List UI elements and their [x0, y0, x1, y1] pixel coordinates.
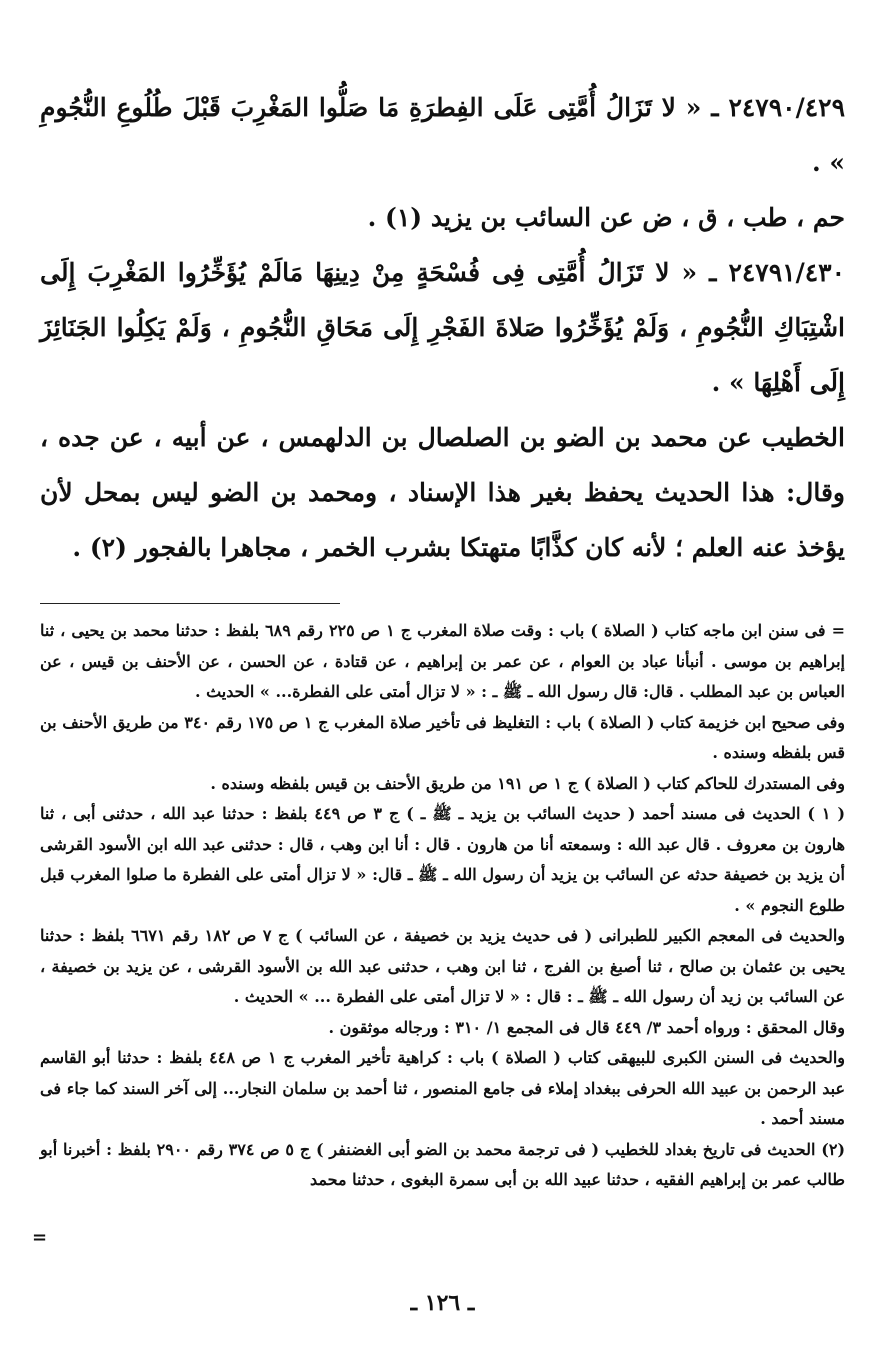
footnote-paragraph: وفى صحيح ابن خزيمة كتاب ( الصلاة ) باب : التغليظ فى تأخير صلاة المغرب ج ١ ص ١٧٥ رقم ٣٤٠ من طريق الأحنف بن قس بلفظه وسنده . [40, 712, 846, 762]
footnote-separator [40, 603, 340, 604]
continuation-mark: = [32, 1227, 48, 1248]
hadith-429: ٢٤٧٩٠/٤٢٩ ـ « لا تَزَالُ أُمَّتِى عَلَى الفِطرَةِ مَا صَلُّوا المَغْرِبَ قَبْلَ طُلُوعِ النُّجُومِ » . [40, 93, 845, 177]
footnotes [40, 616, 845, 1196]
page-number: ـ ١٢٦ ـ [410, 1290, 475, 1316]
hadith-430-source: الخطيب عن محمد بن الضو بن الصلصال بن الدلهمس ، عن أبيه ، عن جده ، وقال: هذا الحديث يحفظ بغير هذا الإسناد ، ومحمد بن الضو ليس بمحل لأن يؤخذ عنه العلم ؛ لأنه كان كذَّابًا متهتكا بشرب الخمر ، مجاهرا بالفجور (٢) . [40, 423, 845, 562]
footnote-paragraph: (٢) الحديث فى تاريخ بغداد للخطيب ( فى ترجمة محمد بن الضو أبى الغضنفر ) ج ٥ ص ٣٧٤ رقم ٢٩٠٠ بلفظ : أخبرنا أبو طالب عمر بن إبراهيم الفقيه ، حدثنا عبيد الله بن أبى سمرة البغوى ، حدثنا محمد [40, 1139, 846, 1189]
hadith-430: ٢٤٧٩١/٤٣٠ ـ « لا تَزَالُ أُمَّتِى فِى فُسْحَةٍ مِنْ دِينِهَا مَالَمْ يُؤَخِّرُوا المَغْرِبَ إِلَى اشْتِبَاكِ النُّجُومِ ، وَلَمْ يُؤَخِّرُوا صَلاةَ الفَجْرِ إِلَى مَحَاقِ النُّجُومِ ، وَلَمْ يَكِلُوا الجَنَائِزَ إِلَى أَهْلِهَا » . [40, 258, 845, 397]
footnote-paragraph: ( ١ ) الحديث فى مسند أحمد ( حديث السائب بن يزيد ـ ﷺ ـ ) ج ٣ ص ٤٤٩ بلفظ : حدثنا عبد الله ، حدثنى أبى ، ثنا هارون بن معروف . قال عبد الله : وسمعته أنا من هارون . قال : أنا ابن وهب ، قال : حدثنى عبد الله ابن الأسود القرشى أن يزيد بن خصيفة حدثه عن السائب بن يزيد أن رسول الله ـ ﷺ ـ قال: « لا تزال أمتى على الفطرة ما صلوا المغرب قبل طلوع النجوم » . [40, 804, 846, 915]
footnote-paragraph: = فى سنن ابن ماجه كتاب ( الصلاة ) باب : وقت صلاة المغرب ج ١ ص ٢٢٥ رقم ٦٨٩ بلفظ : حدثنا محمد بن يحيى ، ثنا إبراهيم بن موسى . أنبأنا عباد بن العوام ، عن عمر بن إبراهيم ، عن قتادة ، عن الحسن ، عن الأحنف بن قيس ، عن العباس بن عبد المطلب . قال: قال رسول الله ـ ﷺ ـ : « لا تزال أمتى على الفطرة... » الحديث . [40, 621, 846, 701]
footnote-paragraph: والحديث فى المعجم الكبير للطبرانى ( فى حديث يزيد بن خصيفة ، عن السائب ) ج ٧ ص ١٨٢ رقم ٦٦٧١ بلفظ : حدثنا يحيى بن عثمان بن صالح ، ثنا أصبغ بن الفرج ، ثنا ابن وهب ، حدثنى عبد الله بن الأسود القرشى ، عن يزيد بن خصيفة ، عن السائب بن زيد أن رسول الله ـ ﷺ ـ : قال : « لا تزال أمتى على الفطرة ... » الحديث . [40, 926, 846, 1006]
hadith-429-source: حم ، طب ، ق ، ض عن السائب بن يزيد (١) . [367, 203, 845, 232]
page-content [40, 80, 845, 1196]
footnote-paragraph: وقال المحقق : ورواه أحمد ٣/ ٤٤٩ قال فى المجمع ١/ ٣١٠ : ورجاله موثقون . [328, 1017, 845, 1037]
footnote-paragraph: والحديث فى السنن الكبرى للبيهقى كتاب ( الصلاة ) باب : كراهية تأخير المغرب ج ١ ص ٤٤٨ بلفظ : حدثنا أبو القاسم عبد الرحمن بن عبيد الله الحرفى ببغداد إملاء فى جامع المنصور ، ثنا أحمد بن سلمان النجار... إلى آخر السند كما جاء فى مسند أحمد . [40, 1048, 846, 1128]
main-text [40, 80, 845, 575]
footnote-paragraph: وفى المستدرك للحاكم كتاب ( الصلاة ) ج ١ ص ١٩١ من طريق الأحنف بن قيس بلفظه وسنده . [210, 773, 845, 793]
